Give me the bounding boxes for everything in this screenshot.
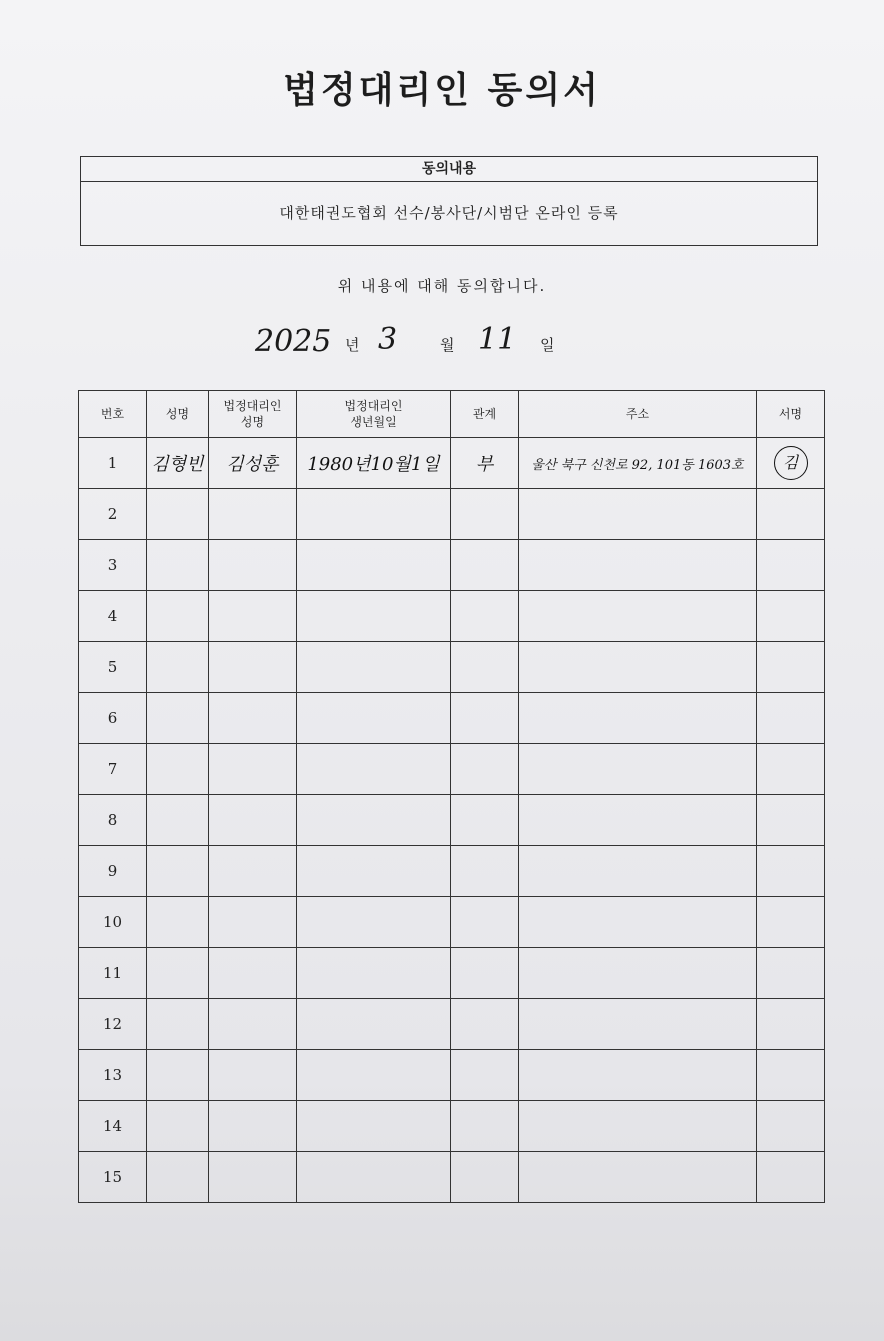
cell-relation [451, 897, 519, 948]
cell-guardian-name: 김성훈 [209, 438, 297, 489]
cell-guardian-name [209, 897, 297, 948]
cell-no: 6 [79, 693, 147, 744]
cell-guardian-birth [297, 489, 451, 540]
table-row [79, 693, 825, 744]
header-name: 성명 [147, 391, 209, 438]
cell-name [147, 846, 209, 897]
date-month-handwritten: 3 [378, 322, 398, 357]
table-row [79, 897, 825, 948]
date-day-label: 일 [540, 336, 555, 354]
cell-name [147, 1152, 209, 1203]
cell-relation [451, 642, 519, 693]
cell-no: 7 [79, 744, 147, 795]
header-no: 번호 [79, 391, 147, 438]
cell-address [519, 1152, 757, 1203]
cell-address [519, 846, 757, 897]
cell-signature [757, 489, 825, 540]
cell-no: 4 [79, 591, 147, 642]
cell-address [519, 744, 757, 795]
cell-guardian-name [209, 795, 297, 846]
cell-relation [451, 999, 519, 1050]
cell-no: 8 [79, 795, 147, 846]
cell-guardian-birth [297, 948, 451, 999]
cell-guardian-name [209, 1101, 297, 1152]
cell-guardian-birth [297, 1152, 451, 1203]
cell-guardian-name [209, 948, 297, 999]
cell-signature [757, 744, 825, 795]
cell-name [147, 999, 209, 1050]
table-row [79, 489, 825, 540]
consent-content-box [80, 156, 818, 246]
cell-no: 12 [79, 999, 147, 1050]
cell-address [519, 897, 757, 948]
cell-relation [451, 540, 519, 591]
table-row [79, 948, 825, 999]
cell-no: 10 [79, 897, 147, 948]
cell-name [147, 540, 209, 591]
table-row [79, 846, 825, 897]
table-row [79, 540, 825, 591]
cell-name [147, 744, 209, 795]
cell-no: 2 [79, 489, 147, 540]
cell-name [147, 1050, 209, 1101]
cell-signature [757, 795, 825, 846]
cell-relation [451, 795, 519, 846]
cell-guardian-name [209, 999, 297, 1050]
date-day-handwritten: 11 [478, 322, 517, 357]
cell-name: 김형빈 [147, 438, 209, 489]
cell-relation [451, 591, 519, 642]
cell-guardian-birth: 1980년10월1일 [297, 438, 451, 489]
cell-guardian-name [209, 744, 297, 795]
header-signature: 서명 [757, 391, 825, 438]
cell-signature [757, 897, 825, 948]
cell-guardian-birth [297, 1101, 451, 1152]
cell-signature [757, 999, 825, 1050]
cell-guardian-birth [297, 1050, 451, 1101]
cell-relation [451, 489, 519, 540]
cell-guardian-name [209, 693, 297, 744]
cell-guardian-name [209, 642, 297, 693]
cell-guardian-birth [297, 744, 451, 795]
cell-no: 5 [79, 642, 147, 693]
header-guardian-birth: 법정대리인 생년월일 [297, 391, 451, 438]
cell-address [519, 540, 757, 591]
date-year-handwritten: 2025 [255, 324, 332, 359]
cell-no: 14 [79, 1101, 147, 1152]
cell-name [147, 591, 209, 642]
cell-guardian-birth [297, 795, 451, 846]
header-relation: 관계 [451, 391, 519, 438]
table-row [79, 438, 825, 489]
cell-no: 1 [79, 438, 147, 489]
cell-name [147, 795, 209, 846]
cell-relation [451, 744, 519, 795]
cell-no: 11 [79, 948, 147, 999]
cell-signature [757, 1152, 825, 1203]
cell-signature [757, 642, 825, 693]
cell-guardian-birth [297, 591, 451, 642]
cell-signature [757, 693, 825, 744]
cell-signature [757, 591, 825, 642]
date-month-label: 월 [440, 336, 455, 354]
table-row [79, 795, 825, 846]
cell-guardian-name [209, 1050, 297, 1101]
guardian-roster-table [78, 390, 825, 1203]
cell-name [147, 489, 209, 540]
cell-relation [451, 948, 519, 999]
document-title: 법정대리인 동의서 [283, 70, 601, 111]
cell-guardian-name [209, 591, 297, 642]
table-row [79, 744, 825, 795]
cell-address: 울산 북구 신천로 92, 101동 1603호 [519, 438, 757, 489]
cell-name [147, 897, 209, 948]
cell-no: 13 [79, 1050, 147, 1101]
cell-guardian-birth [297, 897, 451, 948]
table-row [79, 642, 825, 693]
consent-header: 동의내용 [81, 157, 817, 182]
table-row [79, 1152, 825, 1203]
cell-relation [451, 1101, 519, 1152]
cell-signature [757, 1101, 825, 1152]
cell-address [519, 591, 757, 642]
cell-name [147, 693, 209, 744]
cell-address [519, 642, 757, 693]
cell-relation [451, 1152, 519, 1203]
cell-signature [757, 1050, 825, 1101]
cell-relation [451, 846, 519, 897]
table-row [79, 591, 825, 642]
date-year-label: 년 [345, 336, 360, 354]
cell-signature [757, 948, 825, 999]
table-header-row [79, 391, 825, 438]
cell-no: 9 [79, 846, 147, 897]
cell-guardian-birth [297, 642, 451, 693]
cell-signature [757, 438, 825, 489]
cell-guardian-birth [297, 540, 451, 591]
cell-name [147, 642, 209, 693]
cell-address [519, 693, 757, 744]
header-address: 주소 [519, 391, 757, 438]
cell-guardian-name [209, 540, 297, 591]
cell-relation: 부 [451, 438, 519, 489]
cell-relation [451, 1050, 519, 1101]
consent-content: 대한태권도협회 선수/봉사단/시범단 온라인 등록 [279, 204, 619, 222]
cell-guardian-birth [297, 999, 451, 1050]
cell-guardian-birth [297, 693, 451, 744]
cell-address [519, 795, 757, 846]
cell-address [519, 1050, 757, 1101]
cell-guardian-name [209, 846, 297, 897]
cell-name [147, 948, 209, 999]
cell-guardian-name [209, 1152, 297, 1203]
table-row [79, 1050, 825, 1101]
signing-date [0, 318, 884, 368]
cell-signature [757, 540, 825, 591]
cell-guardian-birth [297, 846, 451, 897]
cell-guardian-name [209, 489, 297, 540]
table-row [79, 999, 825, 1050]
cell-address [519, 489, 757, 540]
signature-seal: 김 [774, 446, 808, 480]
cell-name [147, 1101, 209, 1152]
cell-address [519, 1101, 757, 1152]
table-row [79, 1101, 825, 1152]
cell-signature [757, 846, 825, 897]
cell-no: 3 [79, 540, 147, 591]
cell-no: 15 [79, 1152, 147, 1203]
cell-address [519, 999, 757, 1050]
cell-address [519, 948, 757, 999]
agreement-statement: 위 내용에 대해 동의합니다. [337, 277, 547, 295]
header-guardian-name: 법정대리인 성명 [209, 391, 297, 438]
cell-relation [451, 693, 519, 744]
